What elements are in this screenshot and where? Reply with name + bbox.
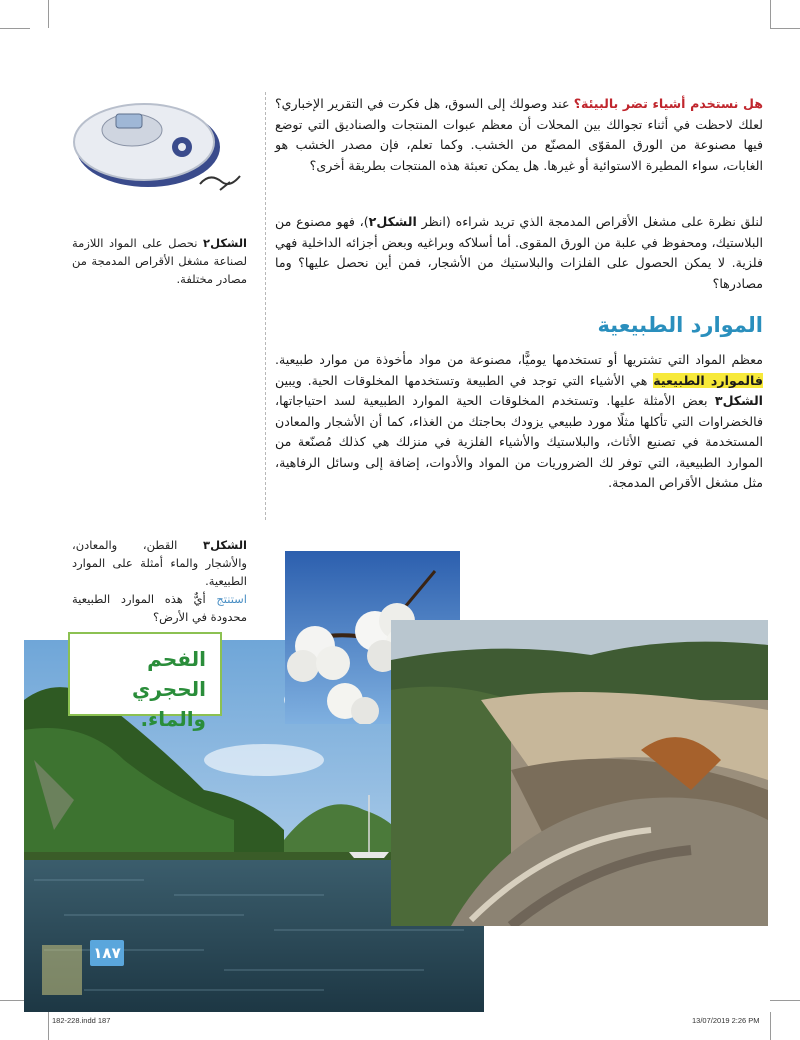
crop-mark [770, 1012, 771, 1040]
paragraph2-figure-ref: الشكل٢ [368, 214, 417, 229]
figure2-label: الشكل٢ [203, 236, 247, 250]
figure2-caption [72, 234, 247, 288]
footer-timestamp: 13/07/2019 2:26 PM [692, 1016, 760, 1025]
crop-mark [770, 1000, 800, 1001]
key-term-highlight: فالموارد الطبيعية [653, 372, 763, 388]
cd-player-image [70, 92, 250, 202]
answer-line-2: والماء. [140, 707, 206, 731]
paragraph1-body: عند وصولك إلى السوق، هل فكرت في التقرير الإخباري؟ لعلك لاحظت في أثناء تجوالك بين المحلات أن معظم عبوات المنتجات والصناديق التي توضع فيها مصنوعة من الورق المقوّى المصنّع من الخشب. وكما تعلم، فإن مصدر الخشب هو الغابات، سواء المطيرة الاستوائية أو غيرها. هل يمكن تعبئة هذه المنتجات بطريقة أخرى؟ [275, 96, 763, 173]
figure3-label: الشكل٣ [203, 538, 247, 552]
figure3-caption [72, 536, 247, 626]
paragraph-1 [275, 94, 763, 176]
figure3-text: القطن، والمعادن، والأشجار والماء أمثلة على الموارد الطبيعية. [72, 538, 247, 588]
paragraph-2 [275, 212, 763, 294]
paragraph3-part1: معظم المواد التي تشتريها أو تستخدمها يوميًّا، مصنوعة من مواد مأخوذة من موارد طبيعية. [275, 352, 763, 367]
infer-question-label: استنتج [216, 592, 247, 606]
answer-box [68, 632, 222, 731]
paragraph1-heading: هل نستخدم أشياء تضر بالبيئة؟ [573, 96, 763, 111]
column-divider [265, 92, 266, 520]
paragraph3-part2: هي الأشياء التي توجد في الطبيعة وتستخدمها المخلوقات الحية. ويبين [275, 372, 654, 388]
crop-mark [770, 0, 771, 28]
crop-mark [0, 28, 30, 29]
page-corner-decor [42, 945, 82, 995]
crop-mark [770, 28, 800, 29]
paragraph3-part3: بعض الأمثلة عليها. وتستخدم المخلوقات الحية الموارد الطبيعية لسد احتياجاتها، فالخضراوات التي تأكلها مثلًا مورد طبيعي يزودك بحاجتك من الغذاء، كما أن الأشجار والمعادن المستخدمة في تصنيع الأثاث، والبلاستيك والأشياء الفلزية في منزلك هي كذلك مُصنّعة من الموارد الطبيعية، التي توفر لك الضروريات من المواد والأدوات، إضافة إلى وسائل الرفاهية، مثل مشغل الأقراص المدمجة. [275, 393, 763, 490]
footer-file-info: 182-228.indd 187 [52, 1016, 111, 1025]
infer-question-text: أيٌّ هذه الموارد الطبيعية محدودة في الأرض؟ [72, 592, 247, 624]
page-number: ١٨٧ [90, 940, 124, 966]
crop-mark [48, 1012, 49, 1040]
crop-mark [48, 0, 49, 28]
paragraph3-figure-ref: الشكل٣ [714, 393, 763, 408]
section-title: الموارد الطبيعية [597, 313, 763, 337]
paragraph2-part1: لنلق نظرة على مشغل الأقراص المدمجة الذي تريد شراءه (انظر [416, 214, 763, 229]
paragraph-3 [275, 350, 763, 494]
answer-line-1: الفحم الحجري [132, 647, 206, 701]
figure2-text: نحصل على المواد اللازمة لصناعة مشغل الأقراص المدمجة من مصادر مختلفة. [72, 236, 247, 286]
quarry-photo [391, 620, 768, 926]
paragraph2-part2: )، فهو مصنوع من البلاستيك، ومحفوظ في علبة من الورق المقوى. أما أسلاكه وبراغيه وبعض أجزائه الداخلية فهي فلزية. لا يمكن الحصول على الفلزات والبلاستيك من الأشجار، فمن أين نحصل عليها؟ وما مصادرها؟ [275, 214, 763, 291]
